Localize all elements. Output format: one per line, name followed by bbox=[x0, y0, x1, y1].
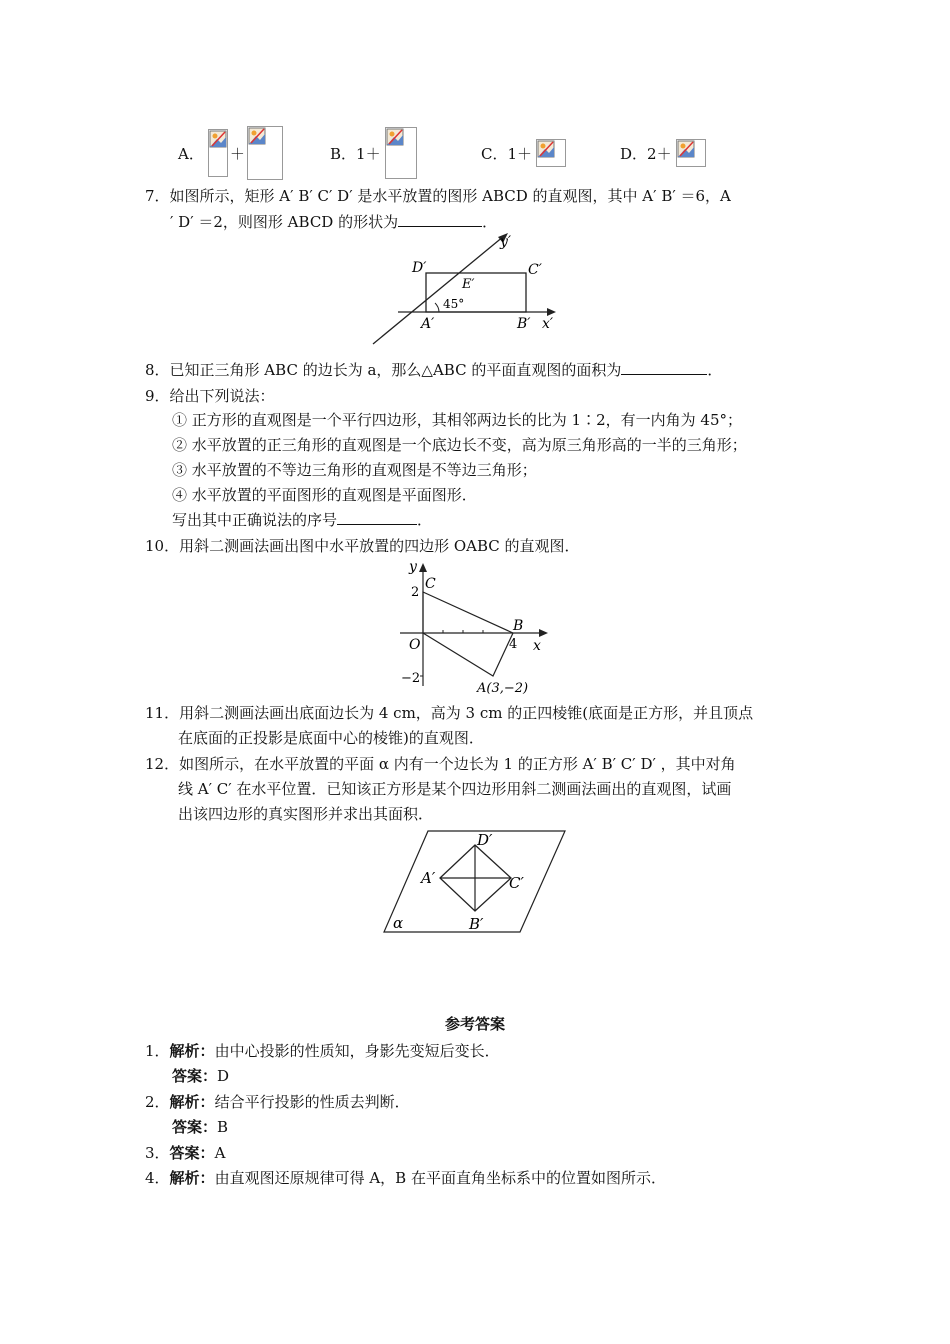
analysis-text: 结合平行投影的性质去判断． bbox=[214, 1093, 410, 1111]
answer-number: 1． bbox=[145, 1042, 170, 1060]
label-y: y bbox=[409, 559, 417, 575]
option-d bbox=[620, 128, 706, 178]
answer-label: 答案： bbox=[172, 1067, 218, 1085]
y-axis-arrow bbox=[419, 563, 427, 572]
label-c: C bbox=[425, 576, 436, 592]
q9-intro: 9．给出下列说法： bbox=[145, 387, 275, 405]
q11-line2: 在底面的正投影是底面中心的棱锥)的直观图． bbox=[178, 729, 484, 747]
option-b bbox=[330, 128, 417, 178]
answer-blank bbox=[337, 510, 417, 525]
answer-number: 4． bbox=[145, 1169, 170, 1187]
label-a: A′ bbox=[421, 869, 436, 887]
analysis-text: 由直观图还原规律可得 A，B 在平面直角坐标系中的位置如图所示． bbox=[214, 1169, 666, 1187]
q9-item-2: ② 水平放置的正三角形的直观图是一个底边长不变，高为原三角形高的一半的三角形； bbox=[172, 436, 747, 454]
rectangle bbox=[426, 273, 526, 312]
q9-ask-text: 写出其中正确说法的序号 bbox=[172, 511, 338, 529]
q7-line1: 7．如图所示，矩形 A′ B′ C′ D′ 是水平放置的图形 ABCD 的直观图，其中 A′ B′ ＝6，A bbox=[145, 187, 731, 205]
label-x: x′ bbox=[542, 316, 554, 332]
answer-blank bbox=[621, 360, 707, 375]
tick-label-minus2: −2 bbox=[401, 671, 421, 686]
answer-value: B bbox=[217, 1118, 229, 1136]
answer-label: 答案： bbox=[172, 1118, 218, 1136]
analysis-label: 解析： bbox=[169, 1169, 215, 1187]
q7-figure bbox=[368, 232, 568, 350]
label-y: y′ bbox=[500, 234, 512, 250]
answer-3 bbox=[145, 1143, 225, 1163]
y-axis bbox=[373, 236, 504, 344]
answer-4 bbox=[145, 1168, 666, 1188]
option-c-label: C．1＋ bbox=[481, 144, 533, 163]
q7-line2 bbox=[170, 212, 497, 232]
label-x: x bbox=[533, 638, 541, 654]
label-d: D′ bbox=[412, 260, 427, 276]
broken-image-icon bbox=[247, 126, 283, 180]
q9-item-1: ① 正方形的直观图是一个平行四边形，其相邻两边长的比为 1∶2，有一内角为 45°； bbox=[172, 411, 742, 429]
analysis-label: 解析： bbox=[169, 1093, 215, 1111]
option-b-label: B．1＋ bbox=[330, 144, 381, 163]
label-c: C′ bbox=[528, 262, 542, 278]
answer-label: 答案： bbox=[169, 1144, 215, 1162]
plus-sign: ＋ bbox=[229, 144, 245, 163]
quadrilateral-oabc bbox=[423, 592, 513, 676]
label-c: C′ bbox=[509, 874, 524, 892]
angle-arc bbox=[435, 303, 439, 312]
label-alpha: α bbox=[393, 914, 404, 932]
label-a: A′ bbox=[421, 316, 435, 332]
answer-value: A bbox=[214, 1144, 226, 1162]
q8-text: 8．已知正三角形 ABC 的边长为 a，那么△ABC 的平面直观图的面积为 bbox=[145, 361, 622, 379]
label-b: B′ bbox=[469, 915, 484, 933]
tick-label-4: 4 bbox=[509, 637, 518, 652]
label-e: E′ bbox=[462, 277, 475, 292]
label-b: B bbox=[513, 618, 524, 634]
q9-ask bbox=[172, 510, 432, 530]
q12-line3: 出该四边形的真实图形并求出其面积． bbox=[178, 805, 434, 823]
answer-2 bbox=[145, 1092, 410, 1112]
answer-1 bbox=[145, 1041, 500, 1061]
answer-value: D bbox=[217, 1067, 230, 1085]
analysis-text: 由中心投影的性质知，身影先变短后变长． bbox=[214, 1042, 500, 1060]
answer-1-result bbox=[172, 1066, 229, 1086]
label-b: B′ bbox=[517, 316, 531, 332]
broken-image-icon bbox=[676, 139, 706, 167]
label-a: A(3,−2) bbox=[477, 681, 529, 696]
broken-image-icon bbox=[385, 127, 417, 179]
q8-period: ． bbox=[707, 361, 723, 379]
label-o: O bbox=[409, 637, 421, 653]
q10-figure bbox=[395, 558, 555, 698]
q12-figure bbox=[383, 828, 568, 936]
answers-title: 参考答案 bbox=[444, 1015, 505, 1033]
q7-line2-text: ′ D′ ＝2，则图形 ABCD 的形状为 bbox=[170, 213, 399, 231]
answer-number: 3． bbox=[145, 1144, 170, 1162]
option-a-label: A． bbox=[178, 144, 204, 163]
option-a bbox=[178, 128, 283, 178]
tick-label-2: 2 bbox=[411, 585, 420, 600]
analysis-label: 解析： bbox=[169, 1042, 215, 1060]
q9-item-4: ④ 水平放置的平面图形的直观图是平面图形． bbox=[172, 486, 477, 504]
q9-item-3: ③ 水平放置的不等边三角形的直观图是不等边三角形； bbox=[172, 461, 537, 479]
q11-line1: 11．用斜二测画法画出底面边长为 4 cm，高为 3 cm 的正四棱锥(底面是正方形，并且顶点 bbox=[145, 704, 754, 722]
answer-2-result bbox=[172, 1117, 228, 1137]
label-d: D′ bbox=[477, 831, 493, 849]
label-angle: 45° bbox=[443, 297, 465, 311]
q12-line2: 线 A′ C′ 在水平位置．已知该正方形是某个四边形用斜二测画法画出的直观图，试画 bbox=[178, 780, 732, 798]
answer-blank bbox=[398, 212, 482, 227]
q8-line bbox=[145, 360, 722, 380]
broken-image-icon bbox=[208, 129, 228, 177]
x-axis-arrow bbox=[547, 308, 556, 316]
q12-line1: 12．如图所示，在水平放置的平面 α 内有一个边长为 1 的正方形 A′ B′ C′ D′ ，其中对角 bbox=[145, 755, 736, 773]
answer-number: 2． bbox=[145, 1093, 170, 1111]
broken-image-icon bbox=[536, 139, 566, 167]
x-axis-arrow bbox=[539, 629, 548, 637]
q10-text: 10．用斜二测画法画出图中水平放置的四边形 OABC 的直观图． bbox=[145, 537, 580, 555]
option-c bbox=[481, 128, 566, 178]
q7-period: ． bbox=[482, 213, 498, 231]
q9-period: ． bbox=[417, 511, 433, 529]
option-d-label: D．2＋ bbox=[620, 144, 672, 163]
